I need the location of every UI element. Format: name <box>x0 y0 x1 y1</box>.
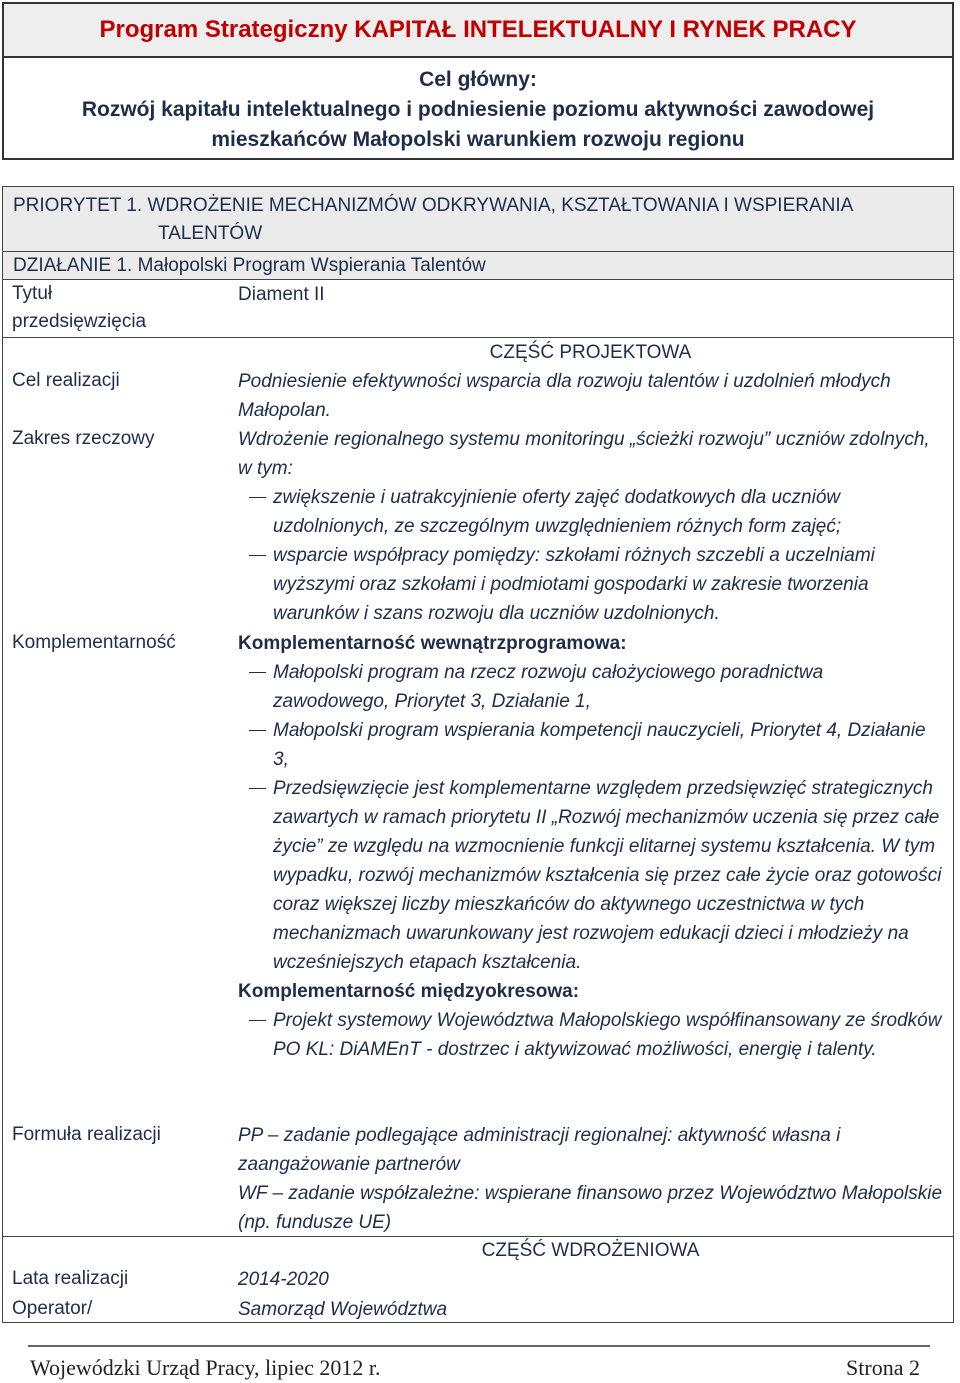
title-label-line-1: Tytuł <box>12 283 53 304</box>
footer-divider <box>28 1345 930 1347</box>
main-goal-box <box>2 58 954 160</box>
formula-label: Formuła realizacji <box>12 1124 161 1145</box>
operator-value: Samorząd Województwa <box>238 1299 448 1320</box>
goal-line-1: Rozwój kapitału intelektualnego i podniesienie poziomu aktywności zawodowej <box>81 98 875 121</box>
list-item: Małopolski program wspierania kompetencji nauczycieli, Priorytet 4, Działanie 3, <box>238 716 943 774</box>
years-value: 2014-2020 <box>238 1269 329 1290</box>
goal-line-2: mieszkańców Małopolski warunkiem rozwoju regionu <box>211 128 745 151</box>
scope-label: Zakres rzeczowy <box>12 428 155 449</box>
program-title: Program Strategiczny KAPITAŁ INTELEKTUALNY I RYNEK PRACY <box>2 2 954 58</box>
formula-wf: WF – zadanie współzależne: wspierane finansowo przez Województwo Małopolskie (np. fundusze UE) <box>238 1183 943 1233</box>
internal-heading: Komplementarność wewnątrzprogramowa: <box>238 633 627 654</box>
footer-left: Wojewódzki Urząd Pracy, lipiec 2012 r. <box>30 1355 381 1380</box>
complementarity-label: Komplementarność <box>12 632 176 653</box>
cross-period-heading: Komplementarność międzyokresowa: <box>238 981 580 1002</box>
action-heading: DZIAŁANIE 1. Małopolski Program Wspierania Talentów <box>2 252 954 280</box>
goal-row-label: Cel realizacji <box>12 370 120 391</box>
years-label: Lata realizacji <box>12 1268 129 1289</box>
list-item: Projekt systemowy Województwa Małopolskiego współfinansowany ze środków PO KL: DiAMEnT - dostrzec i aktywizować możliwości, energię i talenty. <box>238 1006 943 1064</box>
list-item: Przedsięwzięcie jest komplementarne względem przedsięwzięć strategicznych zawartych w ramach priorytetu II „Rozwój mechanizmów uczenia się przez całe życie” ze względu na wzmocnienie funkcji elitarnej systemu kształcenia. W tym wypadku, rozwój mechanizmów kształcenia się przez całe życie oraz gotowości coraz większej liczby mieszkańców do aktywnego uczestnictwa w tych mechanizmach uwarunkowany jest rozwojem edukacji dzieci i młodzieży na wcześniejszych etapach kształcenia. <box>238 774 943 977</box>
title-value: Diament II <box>238 284 325 305</box>
list-item: zwiększenie i uatrakcyjnienie oferty zajęć dodatkowych dla uczniów uzdolnionych, ze szczególnym uwzględnieniem różnych form zajęć; <box>238 483 943 541</box>
complementarity-value <box>238 629 943 1064</box>
scope-list <box>238 483 943 628</box>
operator-label: Operator/ <box>12 1298 93 1319</box>
goal-row-value: Podniesienie efektywności wsparcia dla rozwoju talentów i uzdolnień młodych Małopolan. <box>238 371 891 421</box>
scope-value <box>238 425 943 628</box>
title-label <box>12 280 146 336</box>
formula-pp: PP – zadanie podlegające administracji regionalnej: aktywność własna i zaangażowanie partnerów <box>238 1125 841 1175</box>
scope-intro: Wdrożenie regionalnego systemu monitoringu „ścieżki rozwoju” uczniów zdolnych, w tym: <box>238 429 930 479</box>
formula-value <box>238 1121 943 1237</box>
list-item: wsparcie współpracy pomiędzy: szkołami różnych szczebli a uczelniami wyższymi oraz szkołami i podmiotami gospodarki w zakresie tworzenia warunków i szans rozwoju dla uczniów uzdolnionych. <box>238 541 943 628</box>
goal-label: Cel główny: <box>419 68 537 91</box>
section-project-heading: CZĘŚĆ PROJEKTOWA <box>489 342 692 363</box>
internal-list <box>238 658 943 977</box>
page-number: Strona 2 <box>846 1355 920 1380</box>
cross-period-list <box>238 1006 943 1064</box>
title-label-line-2: przedsięwzięcia <box>12 311 147 332</box>
section-implementation-heading: CZĘŚĆ WDROŻENIOWA <box>481 1240 700 1261</box>
priority-box <box>2 186 954 252</box>
list-item: Małopolski program na rzecz rozwoju całożyciowego poradnictwa zawodowego, Priorytet 3, Działanie 1, <box>238 658 943 716</box>
priority-line-2: TALENTÓW <box>158 223 263 244</box>
priority-line-1: PRIORYTET 1. WDROŻENIE MECHANIZMÓW ODKRYWANIA, KSZTAŁTOWANIA I WSPIERANIA <box>13 195 854 216</box>
